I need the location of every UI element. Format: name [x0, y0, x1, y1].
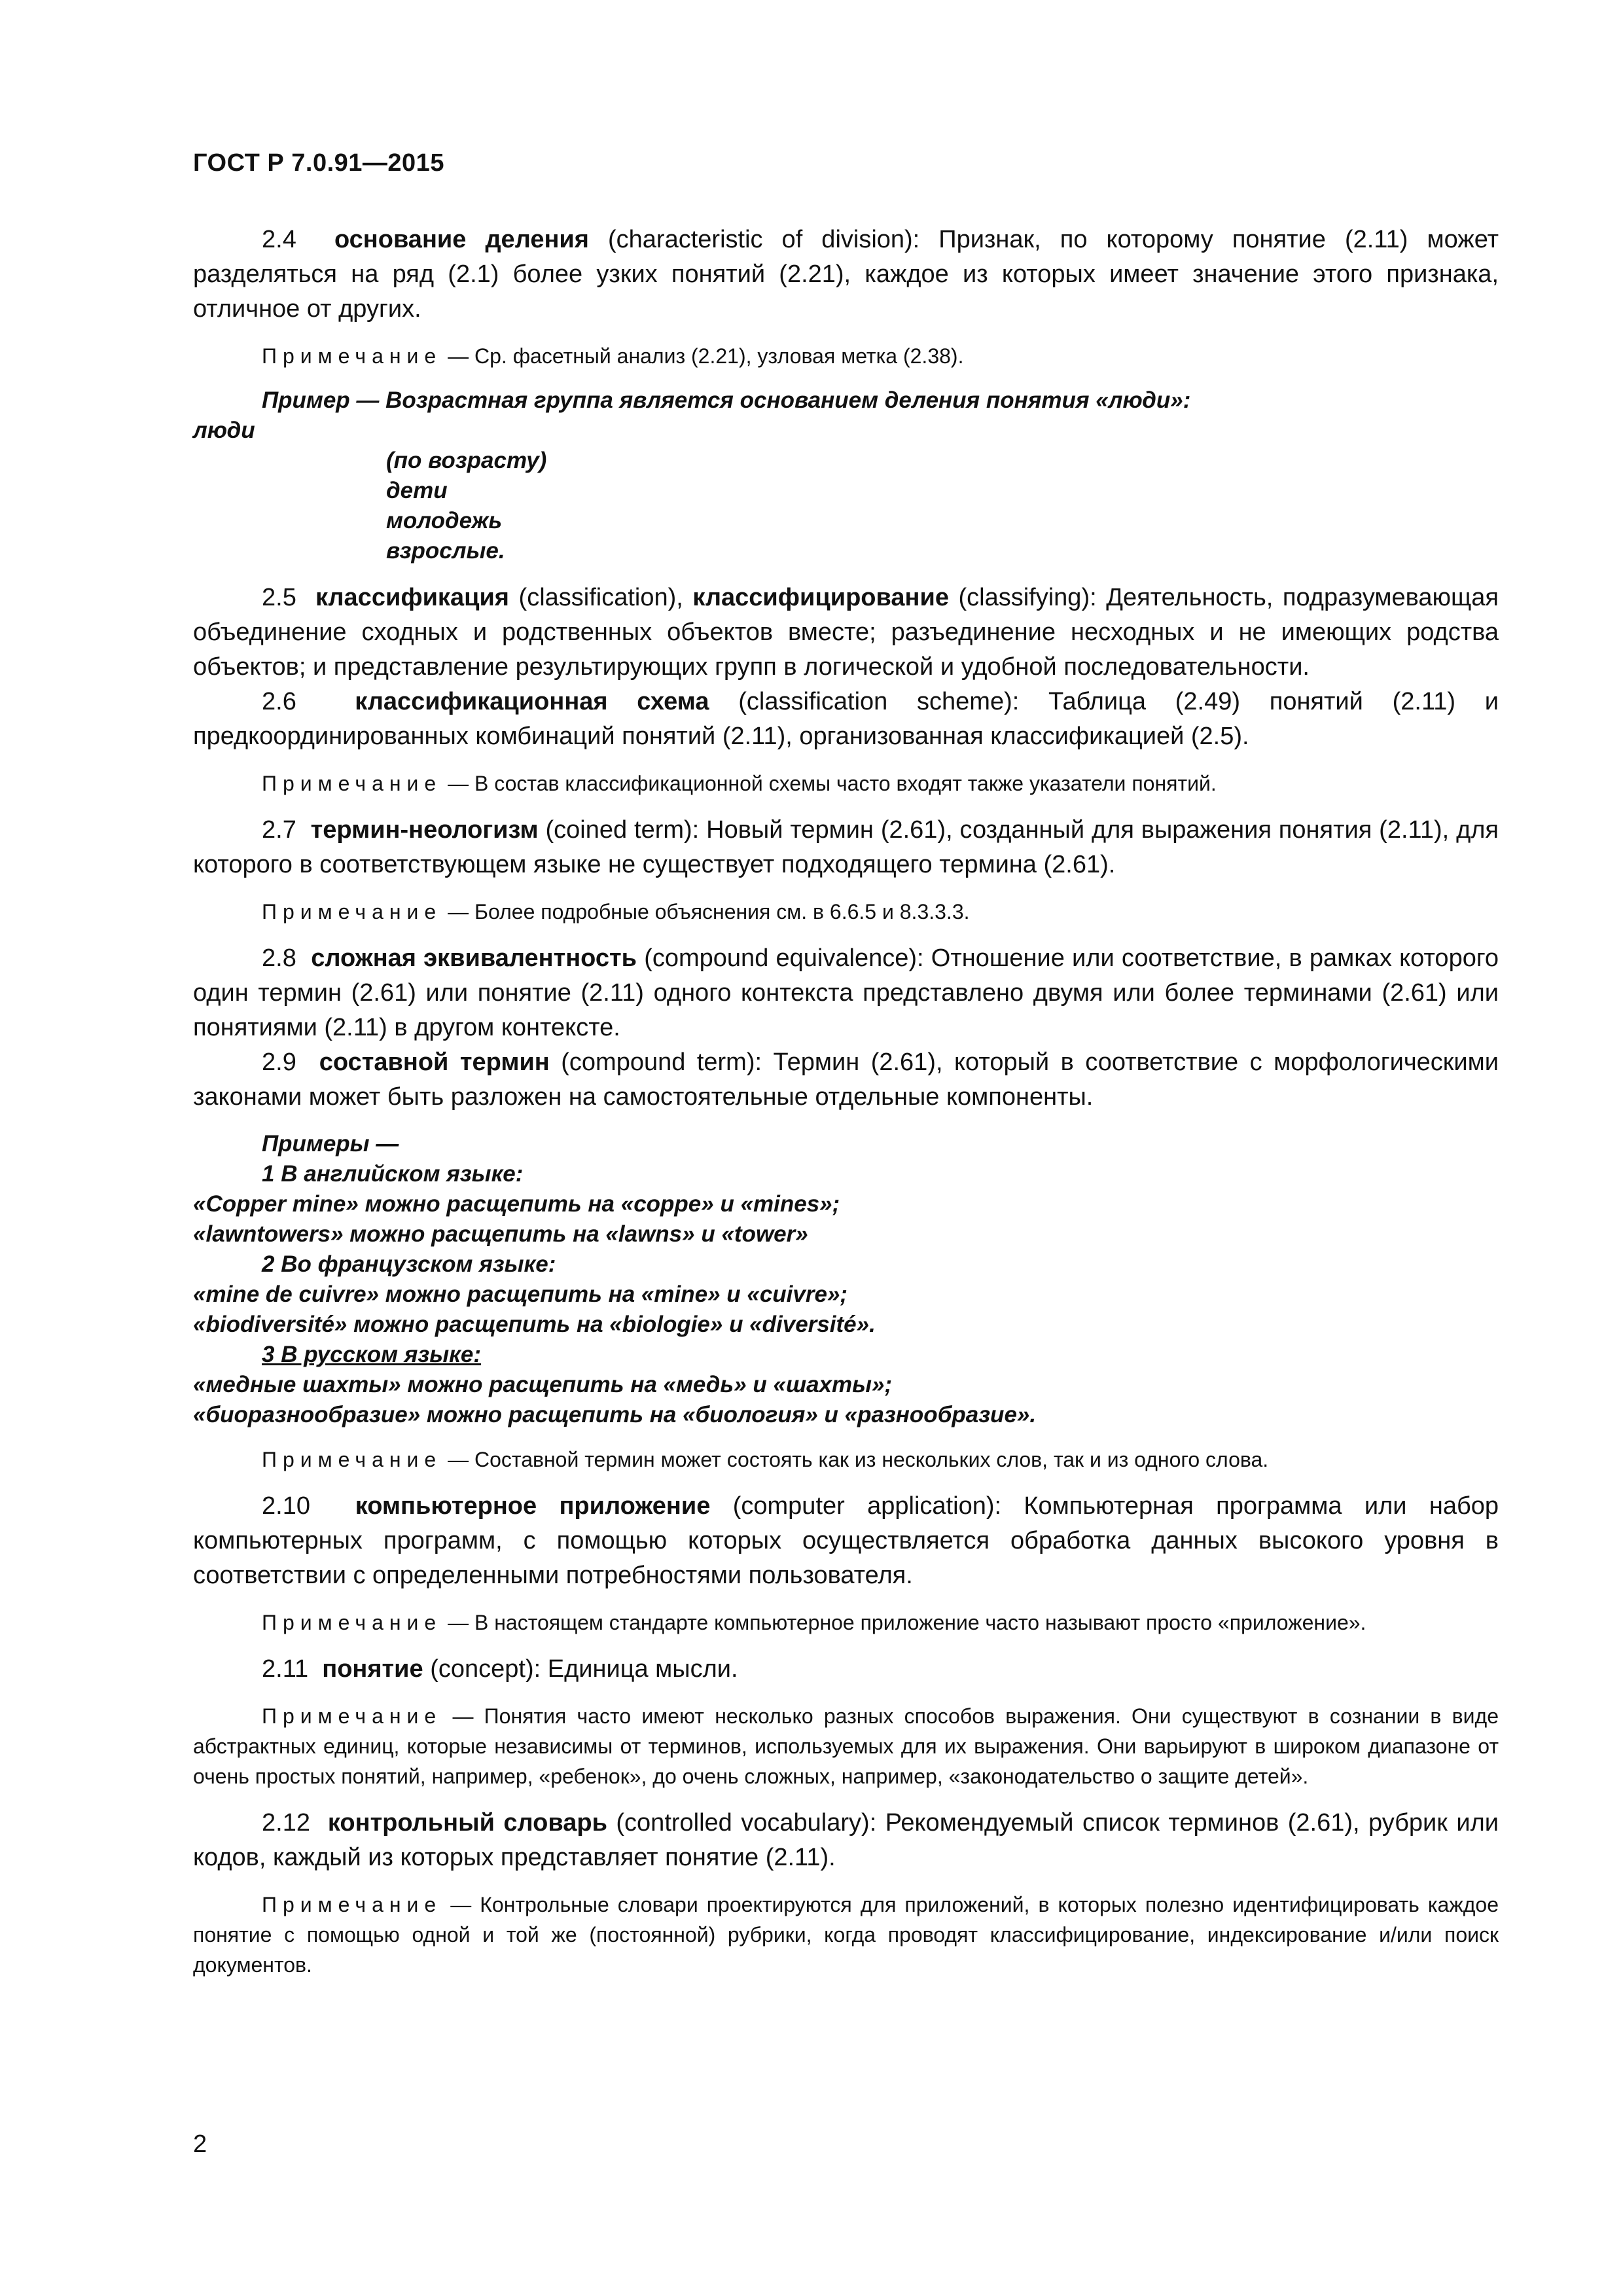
note-text: — Понятия часто имеют несколько разных способов выражения. Они существуют в сознании в виде абстрактных единиц, которые независимы от терминов, используемых для их выражения. Они варьируют в широком диапазоне от очень простых понятий, например, «ребенок», до очень сложных, например, «законодательство о защите детей». — [193, 1704, 1499, 1788]
term-entry-2-7 — [193, 813, 1499, 882]
example-line: «mine de cuivre» можно расщепить на «mine» и «cuivre»; — [193, 1282, 848, 1307]
note-label: Примечание — [262, 1611, 442, 1634]
term-name: классификационная схема — [355, 688, 709, 715]
term-definition: (controlled vocabulary): Рекомендуемый список терминов (2.61), рубрик или кодов, каждый из которых представляет понятие (2.11). — [193, 1809, 1499, 1871]
example-line: «Copper mine» можно расщепить на «coppe» и «mines»; — [193, 1191, 840, 1217]
example-line: Пример — Возрастная группа является основанием деления понятия «люди»: — [262, 387, 1191, 413]
term-definition: (compound term): Термин (2.61), который в соответствие с морфологическими законами может быть разложен на самостоятельные отдельные компоненты. — [193, 1049, 1499, 1111]
term-name: классификация — [315, 584, 509, 611]
note-label: Примечание — [262, 1704, 442, 1728]
term-name: понятие — [322, 1655, 423, 1683]
term-definition: (concept): Единица мысли. — [423, 1655, 738, 1683]
example-line: взрослые. — [386, 538, 505, 564]
term-name: контрольный словарь — [327, 1809, 607, 1837]
term-number: 2.12 — [262, 1809, 310, 1837]
example-line: «медные шахты» можно расщепить на «медь» и «шахты»; — [193, 1372, 893, 1397]
note-text: — В состав классификационной схемы часто входят также указатели понятий. — [442, 772, 1217, 795]
term-name: сложная эквивалентность — [311, 944, 637, 972]
term-definition: (classifying): Деятельность, подразумевающая объединение сходных и родственных объектов вместе; разъединение несходных и не имеющих родства объектов; и представление результирующих групп в логической и удобной последовательности. — [193, 584, 1499, 681]
example-line: «biodiversité» можно расщепить на «biologie» и «diversité». — [193, 1312, 876, 1337]
note-text: — Более подробные объяснения см. в 6.6.5 и 8.3.3.3. — [442, 900, 970, 924]
example-line: молодежь — [386, 508, 503, 533]
term-definition: (computer application): Компьютерная программа или набор компьютерных программ, с помощью которых осуществляется обработка данных высокого уровня в соответствии с определенными потребностями пользователя. — [193, 1492, 1499, 1589]
term-number: 2.10 — [262, 1492, 310, 1520]
note-text: — Ср. фасетный анализ (2.21), узловая метка (2.38). — [442, 344, 964, 368]
note-2-6 — [193, 768, 1499, 798]
example-line: 2 Во французском языке: — [262, 1251, 556, 1277]
note-2-9 — [193, 1444, 1499, 1475]
note-2-10 — [193, 1607, 1499, 1638]
term-number: 2.11 — [262, 1655, 309, 1683]
term-entry-2-4 — [193, 223, 1499, 327]
term-definition: (coined term): Новый термин (2.61), созданный для выражения понятия (2.11), для которого в соответствующем языке не существует подходящего термина (2.61). — [193, 816, 1499, 878]
term-entry-2-8 — [193, 941, 1499, 1045]
term-english: (classification), — [508, 584, 693, 611]
term-name-alt: классифицирование — [692, 584, 949, 611]
term-name: термин-неологизм — [310, 816, 539, 844]
example-line: 3 В русском языке: — [262, 1342, 482, 1367]
note-2-7 — [193, 897, 1499, 927]
note-label: Примечание — [262, 772, 442, 795]
term-number: 2.5 — [262, 584, 296, 611]
note-text: — Контрольные словари проектируются для приложений, в которых полезно идентифицировать каждое понятие с помощью одной и той же (постоянной) рубрики, когда проводят классифицирование, индексирование и/или поиск документов. — [193, 1893, 1499, 1977]
document-body — [193, 223, 1499, 1980]
page-number: 2 — [193, 2130, 207, 2158]
note-label: Примечание — [262, 1893, 442, 1916]
term-entry-2-6 — [193, 685, 1499, 754]
note-label: Примечание — [262, 900, 442, 924]
example-line: 1 В английском языке: — [262, 1161, 524, 1187]
term-name: основание деления — [334, 226, 589, 253]
example-line: «биоразнообразие» можно расщепить на «биология» и «разнообразие». — [193, 1402, 1037, 1427]
note-label: Примечание — [262, 1448, 442, 1471]
term-definition: (compound equivalence): Отношение или соответствие, в рамках которого один термин (2.61) или понятие (2.11) одного контекста представлено двумя или более терминами (2.61) или понятиями (2.11) в другом контексте. — [193, 944, 1499, 1041]
note-text: — В настоящем стандарте компьютерное приложение часто называют просто «приложение». — [442, 1611, 1366, 1634]
term-entry-2-10 — [193, 1489, 1499, 1593]
note-2-4 — [193, 341, 1499, 371]
term-entry-2-12 — [193, 1806, 1499, 1875]
term-number: 2.7 — [262, 816, 296, 844]
term-name: составной термин — [319, 1049, 550, 1076]
term-definition: (characteristic of division): Признак, по которому понятие (2.11) может разделяться на ряд (2.1) более узких понятий (2.21), каждое из которых имеет значение этого признака, отличное от других. — [193, 226, 1499, 323]
term-name: компьютерное приложение — [355, 1492, 711, 1520]
example-line: (по возрасту) — [386, 448, 547, 473]
document-header: ГОСТ Р 7.0.91—2015 — [193, 149, 444, 177]
term-entry-2-9 — [193, 1045, 1499, 1115]
term-number: 2.4 — [262, 226, 296, 253]
example-line: дети — [386, 478, 448, 503]
note-text: — Составной термин может состоять как из нескольких слов, так и из одного слова. — [442, 1448, 1269, 1471]
note-2-12 — [193, 1890, 1499, 1980]
example-line: Примеры — — [262, 1131, 399, 1157]
term-number: 2.9 — [262, 1049, 296, 1076]
example-line: «lawntowers» можно расщепить на «lawns» и «tower» — [193, 1221, 808, 1247]
example-line: люди — [193, 418, 255, 443]
term-entry-2-5 — [193, 581, 1499, 685]
term-number: 2.6 — [262, 688, 296, 715]
note-label: Примечание — [262, 344, 442, 368]
term-entry-2-11 — [193, 1652, 1499, 1687]
note-2-11 — [193, 1701, 1499, 1791]
term-definition: (classification scheme): Таблица (2.49) понятий (2.11) и предкоординированных комбинаций понятий (2.11), организованная классификацией (2.5). — [193, 688, 1499, 750]
term-number: 2.8 — [262, 944, 296, 972]
